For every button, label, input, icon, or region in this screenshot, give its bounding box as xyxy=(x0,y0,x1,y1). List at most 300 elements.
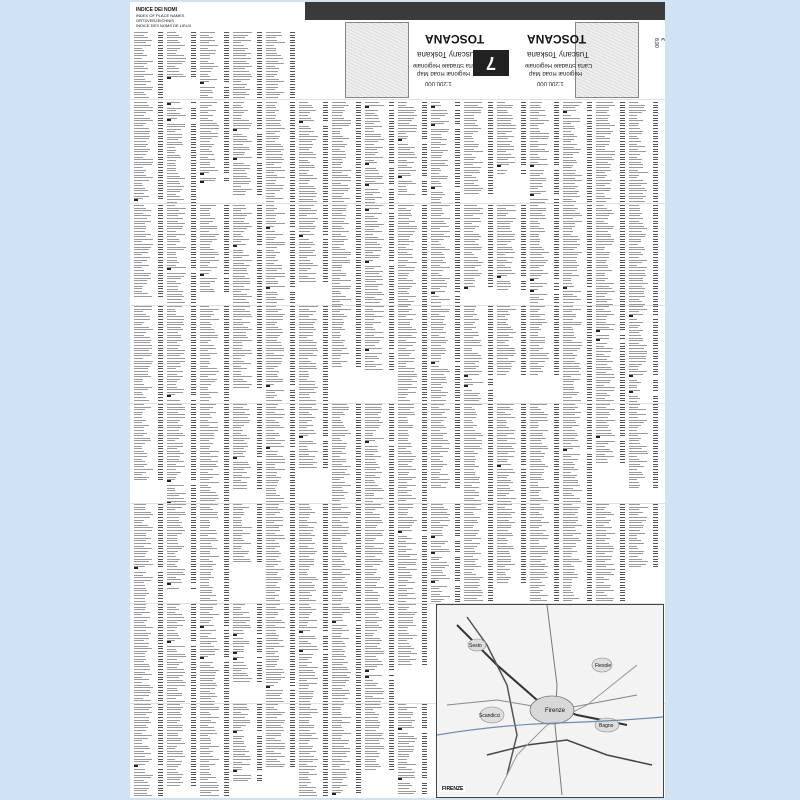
index-entry-line xyxy=(497,309,516,310)
index-entry-line xyxy=(299,231,310,232)
index-entry-ref xyxy=(224,407,229,408)
index-entry-line xyxy=(464,309,475,310)
index-entry-ref xyxy=(488,102,493,103)
index-entry-line xyxy=(167,566,177,567)
index-entry-line xyxy=(365,160,374,161)
index-entry-line xyxy=(497,440,507,441)
index-entry-line xyxy=(365,364,382,365)
index-entry-ref xyxy=(455,249,460,250)
index-entry-line xyxy=(299,154,316,155)
index-entry-ref xyxy=(158,464,163,465)
index-entry-ref xyxy=(158,451,163,452)
index-entry-ref xyxy=(356,412,361,413)
index-entry-ref xyxy=(587,136,592,137)
index-entry-ref xyxy=(587,309,592,310)
index-entry-ref xyxy=(422,183,427,184)
index-entry-ref xyxy=(488,141,493,142)
index-entry-ref xyxy=(455,144,460,145)
index-entry-line xyxy=(266,74,277,75)
index-entry-line xyxy=(200,76,210,77)
index-entry-line xyxy=(233,115,242,116)
index-entry-ref xyxy=(521,477,526,478)
index-entry-line xyxy=(530,422,538,423)
index-entry-line xyxy=(563,316,576,317)
index-entry-line xyxy=(266,454,277,455)
index-entry-ref xyxy=(356,262,361,263)
index-entry-ref xyxy=(290,32,295,33)
index-entry-ref xyxy=(224,270,229,271)
index-entry-ref xyxy=(356,239,361,240)
index-entry-line xyxy=(530,215,545,216)
index-entry-ref xyxy=(290,170,295,171)
index-entry-ref xyxy=(389,462,394,463)
index-entry-line xyxy=(398,112,414,113)
index-entry-ref xyxy=(389,490,394,491)
index-entry-line xyxy=(134,590,147,591)
index-entry-ref xyxy=(587,265,592,266)
index-entry-line xyxy=(497,228,510,229)
index-entry-ref xyxy=(422,306,427,307)
index-entry-ref xyxy=(521,286,526,287)
index-entry-line xyxy=(497,273,515,274)
index-entry-line xyxy=(266,146,283,147)
index-entry-ref xyxy=(653,299,658,300)
index-entry-ref xyxy=(521,353,526,354)
index-entry-line xyxy=(596,157,612,158)
index-entry-ref xyxy=(455,163,460,164)
index-entry-ref xyxy=(422,215,427,216)
index-entry-line xyxy=(167,124,185,125)
index-entry-line xyxy=(431,477,439,478)
index-entry-ref xyxy=(323,263,328,264)
index-entry-ref xyxy=(224,53,229,54)
index-entry-ref xyxy=(224,144,229,145)
index-entry-ref xyxy=(653,335,658,336)
index-entry-line xyxy=(200,244,210,245)
index-entry-ref xyxy=(488,335,493,336)
index-entry-ref xyxy=(521,475,526,476)
index-entry-ref xyxy=(290,374,295,375)
index-entry-line xyxy=(464,417,476,418)
index-entry-line xyxy=(497,482,513,483)
index-entry-ref xyxy=(191,381,196,382)
index-entry-ref xyxy=(158,283,163,284)
index-entry-line xyxy=(167,63,182,64)
index-entry-ref xyxy=(290,226,295,227)
index-entry-line xyxy=(134,120,153,121)
index-entry-line xyxy=(134,559,152,560)
index-entry-ref xyxy=(488,221,493,222)
index-entry-line xyxy=(299,221,315,222)
index-entry-line xyxy=(299,270,307,271)
index-entry-line xyxy=(596,107,609,108)
index-entry-line xyxy=(563,160,576,161)
index-entry-line xyxy=(233,149,250,150)
index-entry-ref xyxy=(158,136,163,137)
index-column xyxy=(365,306,395,402)
index-entry-line xyxy=(200,133,218,134)
index-entry-line xyxy=(332,340,345,341)
index-entry-line xyxy=(266,55,281,56)
index-entry-ref xyxy=(653,260,658,261)
index-entry-line xyxy=(563,306,573,307)
index-entry-line xyxy=(431,438,443,439)
index-entry-ref xyxy=(653,351,658,352)
index-entry-line xyxy=(299,183,308,184)
index-entry-line xyxy=(431,443,450,444)
index-entry-line xyxy=(464,482,480,483)
index-entry-ref xyxy=(587,366,592,367)
index-entry-line xyxy=(365,409,382,410)
index-entry-ref xyxy=(620,151,625,152)
index-entry-line xyxy=(398,332,417,333)
index-entry-ref xyxy=(356,267,361,268)
index-entry-ref xyxy=(488,128,493,129)
index-entry-ref xyxy=(521,215,526,216)
index-entry-ref xyxy=(323,358,328,359)
index-letter-heading xyxy=(299,121,303,123)
index-entry-ref xyxy=(290,193,295,194)
index-entry-ref xyxy=(521,107,526,108)
index-entry-line xyxy=(134,283,147,284)
index-entry-ref xyxy=(290,50,295,51)
index-entry-line xyxy=(563,275,579,276)
index-entry-ref xyxy=(389,105,394,106)
index-entry-ref xyxy=(158,223,163,224)
index-entry-line xyxy=(299,218,318,219)
index-entry-line xyxy=(431,446,442,447)
index-entry-ref xyxy=(653,136,658,137)
index-entry-ref xyxy=(356,459,361,460)
index-entry-ref xyxy=(323,433,328,434)
index-entry-line xyxy=(398,466,412,467)
index-entry-ref xyxy=(323,392,328,393)
index-entry-ref xyxy=(257,422,262,423)
index-entry-line xyxy=(398,430,408,431)
index-entry-line xyxy=(464,265,481,266)
index-entry-line xyxy=(299,228,315,229)
index-entry-ref xyxy=(356,477,361,478)
index-entry-ref xyxy=(422,500,427,501)
index-entry-line xyxy=(233,107,243,108)
index-entry-line xyxy=(464,337,473,338)
index-entry-line xyxy=(365,289,378,290)
index-entry-ref xyxy=(653,273,658,274)
index-entry-line xyxy=(563,262,577,263)
index-entry-ref xyxy=(389,422,394,423)
index-entry-line xyxy=(332,136,343,137)
index-entry-ref xyxy=(653,407,658,408)
index-entry-ref xyxy=(620,316,625,317)
index-entry-line xyxy=(200,345,214,346)
index-entry-line xyxy=(464,438,476,439)
index-entry-ref xyxy=(290,273,295,274)
index-entry-line xyxy=(497,236,514,237)
index-entry-ref xyxy=(257,464,262,465)
index-entry-line xyxy=(398,400,410,401)
index-entry-ref xyxy=(587,257,592,258)
index-entry-line xyxy=(497,329,513,330)
index-entry-ref xyxy=(191,134,196,135)
index-entry-ref xyxy=(224,379,229,380)
index-entry-line xyxy=(563,462,573,463)
index-entry-line xyxy=(431,466,443,467)
index-entry-ref xyxy=(554,422,559,423)
index-entry-line xyxy=(497,366,512,367)
index-entry-line xyxy=(530,138,548,139)
index-entry-ref xyxy=(554,495,559,496)
index-entry-line xyxy=(629,228,647,229)
index-letter-heading xyxy=(167,583,171,585)
index-entry-ref xyxy=(587,412,592,413)
index-entry-line xyxy=(530,361,545,362)
index-column xyxy=(200,306,230,402)
index-entry-line xyxy=(497,422,507,423)
index-entry-line xyxy=(530,228,544,229)
index-entry-line xyxy=(596,125,615,126)
index-entry-ref xyxy=(521,244,526,245)
index-entry-line xyxy=(233,241,241,242)
index-entry-line xyxy=(167,68,179,69)
index-entry-ref xyxy=(488,159,493,160)
index-entry-ref xyxy=(224,495,229,496)
index-entry-line xyxy=(200,123,217,124)
index-entry-ref xyxy=(158,177,163,178)
index-entry-line xyxy=(497,407,510,408)
index-entry-ref xyxy=(389,356,394,357)
index-entry-ref xyxy=(257,456,262,457)
index-entry-line xyxy=(365,477,380,478)
index-entry-ref xyxy=(290,454,295,455)
index-entry-line xyxy=(167,189,182,190)
index-entry-line xyxy=(167,461,184,462)
index-entry-line xyxy=(299,462,317,463)
index-entry-line xyxy=(134,175,146,176)
index-entry-ref xyxy=(323,348,328,349)
index-entry-ref xyxy=(257,55,262,56)
index-entry-line xyxy=(233,422,249,423)
index-entry-line xyxy=(200,87,215,88)
index-entry-line xyxy=(629,369,638,370)
index-entry-ref xyxy=(422,118,427,119)
index-entry-ref xyxy=(488,348,493,349)
index-entry-line xyxy=(431,228,440,229)
index-entry-ref xyxy=(224,422,229,423)
index-entry-ref xyxy=(620,125,625,126)
index-entry-ref xyxy=(158,397,163,398)
index-entry-line xyxy=(266,345,282,346)
index-entry-line xyxy=(167,353,184,354)
index-entry-ref xyxy=(653,102,658,103)
index-entry-ref xyxy=(224,123,229,124)
index-entry-ref xyxy=(389,501,394,502)
index-entry-line xyxy=(365,221,377,222)
index-letter-heading xyxy=(167,119,171,121)
index-entry-ref xyxy=(323,244,328,245)
index-entry-ref xyxy=(554,485,559,486)
index-entry-ref xyxy=(224,451,229,452)
index-entry-line xyxy=(134,164,152,165)
index-entry-line xyxy=(332,453,346,454)
index-entry-line xyxy=(332,474,350,475)
index-entry-line xyxy=(497,314,510,315)
index-entry-line xyxy=(233,74,251,75)
index-entry-line xyxy=(332,244,344,245)
index-entry-line xyxy=(167,389,184,390)
index-entry-line xyxy=(563,425,579,426)
index-entry-line xyxy=(563,294,573,295)
index-entry-ref xyxy=(653,435,658,436)
index-entry-line xyxy=(431,137,442,138)
index-entry-ref xyxy=(191,342,196,343)
index-entry-line xyxy=(563,136,577,137)
index-entry-line xyxy=(134,374,148,375)
index-entry-line xyxy=(200,306,209,307)
index-entry-ref xyxy=(521,281,526,282)
index-entry-line xyxy=(167,427,181,428)
index-entry-line xyxy=(299,374,309,375)
index-entry-ref xyxy=(389,294,394,295)
index-entry-ref xyxy=(224,138,229,139)
index-entry-line xyxy=(167,126,185,127)
index-entry-line xyxy=(365,242,377,243)
index-entry-ref xyxy=(323,384,328,385)
index-entry-ref xyxy=(158,107,163,108)
index-entry-line xyxy=(332,107,344,108)
index-entry-line xyxy=(464,487,479,488)
index-entry-line xyxy=(431,342,446,343)
index-entry-ref xyxy=(356,234,361,235)
index-column xyxy=(629,404,659,502)
index-entry-ref xyxy=(488,474,493,475)
index-entry-line xyxy=(431,358,441,359)
index-entry-ref xyxy=(620,430,625,431)
index-entry-line xyxy=(134,288,142,289)
index-entry-line xyxy=(497,461,507,462)
index-entry-ref xyxy=(224,381,229,382)
index-entry-ref xyxy=(191,110,196,111)
index-entry-line xyxy=(431,435,443,436)
index-entry-line xyxy=(464,404,482,405)
index-entry-line xyxy=(134,350,149,351)
index-entry-line xyxy=(596,188,611,189)
index-entry-line xyxy=(365,279,383,280)
index-entry-line xyxy=(299,162,310,163)
index-entry-line xyxy=(332,172,342,173)
index-entry-ref xyxy=(356,185,361,186)
index-entry-line xyxy=(530,191,546,192)
index-entry-ref xyxy=(323,218,328,219)
index-entry-ref xyxy=(422,456,427,457)
index-entry-line xyxy=(167,53,176,54)
index-entry-ref xyxy=(224,363,229,364)
index-entry-line xyxy=(332,498,345,499)
index-entry-ref xyxy=(257,472,262,473)
index-entry-line xyxy=(563,327,572,328)
index-entry-line xyxy=(299,167,315,168)
index-entry-line xyxy=(167,61,185,62)
index-entry-line xyxy=(497,404,514,405)
index-entry-line xyxy=(497,257,514,258)
index-entry-ref xyxy=(389,257,394,258)
index-entry-line xyxy=(134,389,148,390)
index-entry-line xyxy=(530,466,548,467)
index-entry-ref xyxy=(356,112,361,113)
index-entry-ref xyxy=(257,250,262,251)
index-entry-ref xyxy=(224,105,229,106)
index-entry-ref xyxy=(323,102,328,103)
index-entry-ref xyxy=(389,271,394,272)
index-entry-ref xyxy=(191,53,196,54)
index-entry-line xyxy=(233,289,250,290)
index-entry-ref xyxy=(488,420,493,421)
index-entry-ref xyxy=(323,306,328,307)
index-entry-ref xyxy=(356,252,361,253)
index-entry-ref xyxy=(455,384,460,385)
index-entry-ref xyxy=(191,63,196,64)
index-entry-ref xyxy=(653,170,658,171)
index-entry-line xyxy=(299,459,313,460)
index-entry-line xyxy=(431,350,446,351)
index-entry-ref xyxy=(653,172,658,173)
index-entry-ref xyxy=(158,249,163,250)
index-entry-ref xyxy=(257,181,262,182)
index-entry-line xyxy=(596,459,607,460)
index-entry-ref xyxy=(290,183,295,184)
index-entry-line xyxy=(563,498,580,499)
index-entry-ref xyxy=(455,361,460,362)
index-entry-line xyxy=(629,172,648,173)
index-entry-line xyxy=(200,311,213,312)
index-entry-ref xyxy=(620,231,625,232)
index-entry-ref xyxy=(422,239,427,240)
index-entry-ref xyxy=(191,498,196,499)
index-entry-ref xyxy=(224,241,229,242)
index-entry-ref xyxy=(620,164,625,165)
index-entry-line xyxy=(530,485,538,486)
index-entry-ref xyxy=(422,275,427,276)
index-entry-ref xyxy=(554,297,559,298)
index-entry-ref xyxy=(389,459,394,460)
index-entry-ref xyxy=(290,260,295,261)
index-entry-ref xyxy=(257,61,262,62)
index-entry-line xyxy=(167,139,178,140)
index-entry-ref xyxy=(653,249,658,250)
index-entry-ref xyxy=(422,322,427,323)
index-entry-line xyxy=(233,50,245,51)
index-entry-ref xyxy=(224,409,229,410)
index-entry-line xyxy=(200,498,219,499)
index-entry-line xyxy=(530,252,549,253)
index-entry-ref xyxy=(191,319,196,320)
index-entry-ref xyxy=(224,438,229,439)
index-entry-line xyxy=(167,281,176,282)
index-entry-ref xyxy=(521,438,526,439)
index-entry-line xyxy=(134,322,144,323)
index-entry-ref xyxy=(554,115,559,116)
index-entry-ref xyxy=(158,358,163,359)
index-entry-line xyxy=(200,420,208,421)
index-entry-ref xyxy=(554,299,559,300)
index-entry-line xyxy=(530,435,543,436)
index-entry-ref xyxy=(224,361,229,362)
index-entry-ref xyxy=(224,157,229,158)
index-entry-line xyxy=(332,210,346,211)
index-entry-ref xyxy=(455,299,460,300)
index-entry-ref xyxy=(521,289,526,290)
index-entry-ref xyxy=(356,196,361,197)
index-entry-line xyxy=(134,314,146,315)
